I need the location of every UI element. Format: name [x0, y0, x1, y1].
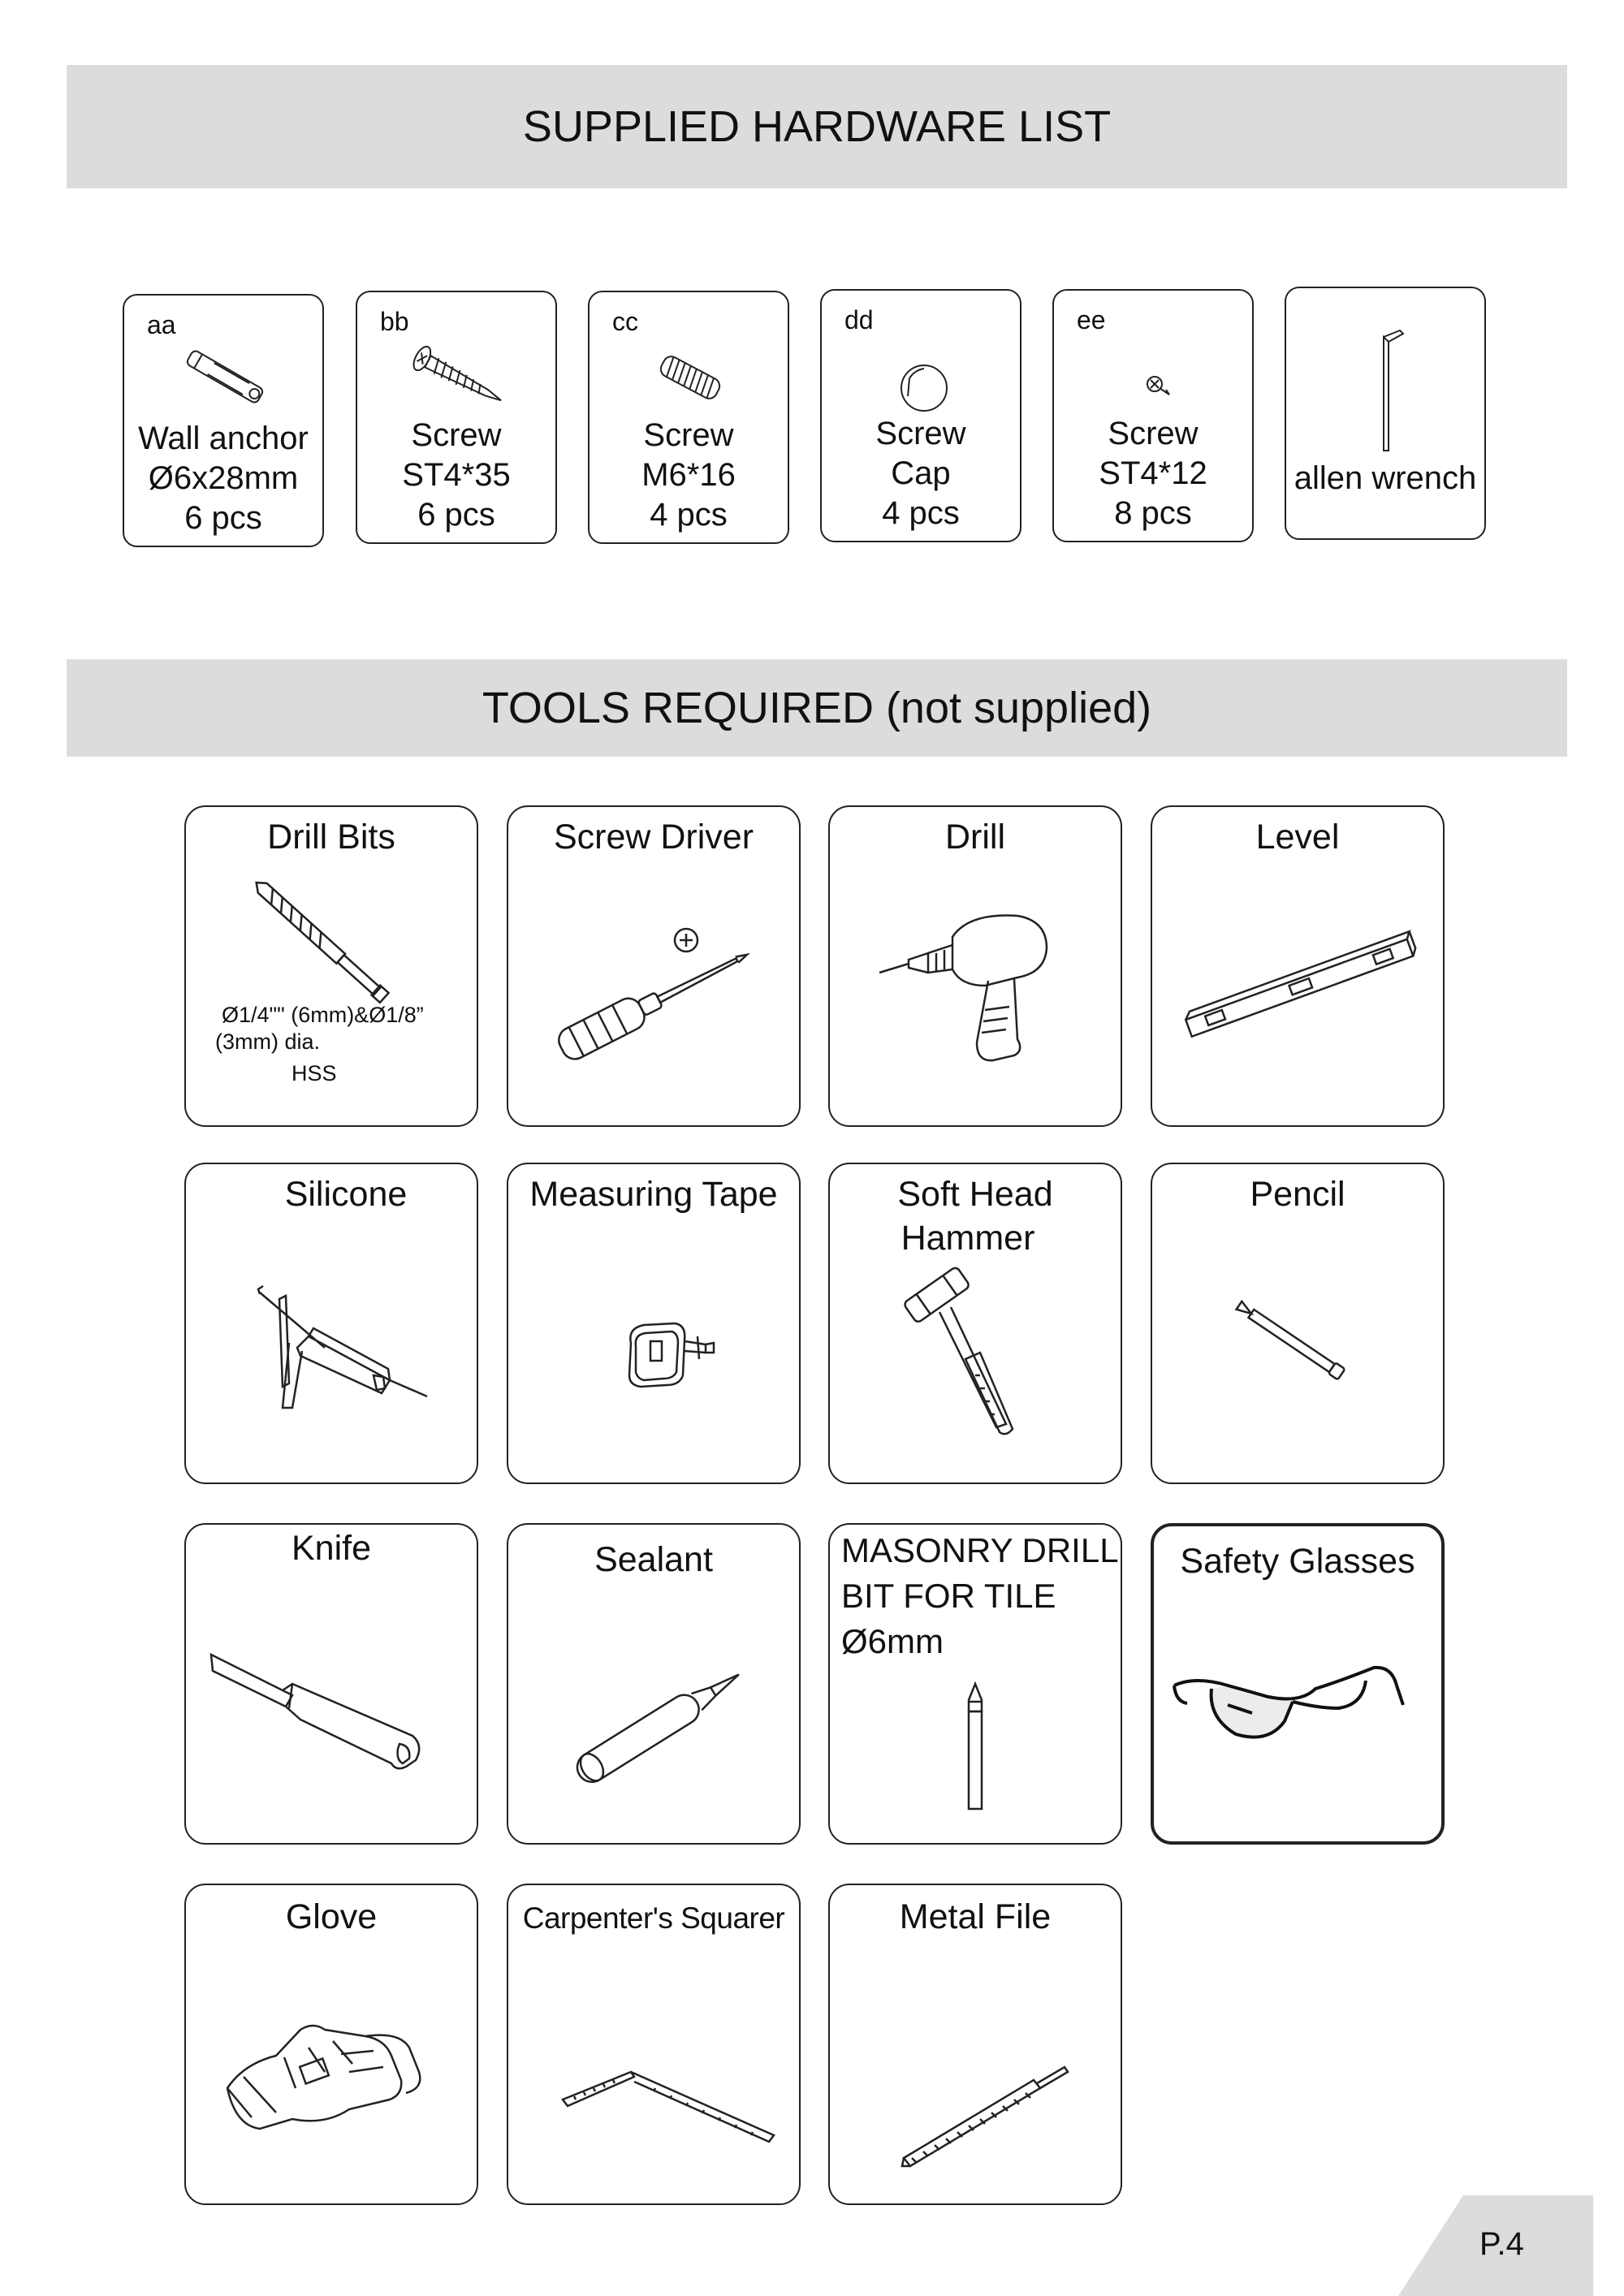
hardware-code: ee [1077, 305, 1106, 334]
drill-bit-size: Ø1/4"" (6mm)&Ø1/8” [222, 1003, 424, 1027]
hardware-qty: 4 pcs [650, 497, 728, 533]
short-screw-icon [1090, 331, 1220, 421]
tool-label: Measuring Tape [529, 1175, 778, 1214]
tool-label: Drill [944, 818, 1006, 857]
hardware-card-bb [356, 291, 557, 544]
tool-label: Safety Glasses [1180, 1542, 1415, 1581]
safety-glasses-icon [1179, 1608, 1423, 1810]
masonry-bit-icon [855, 1606, 1099, 1809]
tool-card-screw-driver [507, 805, 801, 1127]
hardware-card-ee [1052, 289, 1254, 542]
tool-label: Drill Bits [267, 818, 395, 857]
hardware-card-allen-wrench [1285, 287, 1486, 540]
hardware-qty: 6 pcs [417, 497, 495, 533]
measuring-tape-icon [533, 1245, 777, 1448]
screwdriver-icon [533, 888, 777, 1091]
long-screw-icon [393, 333, 523, 422]
allen-wrench-icon [1322, 329, 1452, 418]
tool-card-drill [828, 805, 1122, 1127]
hardware-name: Screw [643, 417, 734, 453]
tool-label: Glove [285, 1897, 378, 1936]
level-icon [1177, 888, 1421, 1091]
hardware-code: bb [380, 307, 409, 336]
tool-card-sealant [507, 1523, 801, 1845]
tools-required-header [67, 659, 1567, 757]
hardware-name: Screw [1108, 416, 1199, 451]
metal-file-icon [855, 1966, 1099, 2169]
hardware-spec: ST4*12 [1099, 455, 1207, 491]
page-number: P.4 [1479, 2226, 1524, 2262]
knife-icon [211, 1606, 455, 1809]
hardware-card-aa [123, 294, 324, 547]
hardware-code: aa [147, 310, 176, 339]
glove-icon [211, 1966, 455, 2169]
tool-label-line: BIT FOR TILE [841, 1577, 1056, 1615]
tool-label: Sealant [594, 1540, 713, 1579]
hardware-code: dd [844, 305, 874, 334]
tool-label: Screw Driver [553, 818, 754, 857]
tool-card-metal-file [828, 1884, 1122, 2205]
caulk-gun-icon [211, 1245, 455, 1448]
tool-label-line: Soft Head [897, 1175, 1053, 1214]
carpenter-square-icon [533, 1966, 777, 2169]
hardware-card-dd [820, 289, 1021, 542]
hardware-spec: ST4*35 [402, 457, 511, 493]
tool-label-line: MASONRY DRILL [841, 1531, 1119, 1569]
tool-label-line: Ø6mm [841, 1622, 944, 1660]
hardware-card-cc [588, 291, 789, 544]
tool-card-drill-bits [184, 805, 478, 1127]
tool-label-line: Hammer [901, 1219, 1035, 1258]
tool-label: Level [1255, 818, 1340, 857]
tool-label: Carpenter's Squarer [522, 1901, 785, 1935]
hardware-name: Screw [411, 417, 502, 453]
tool-card-glove [184, 1884, 478, 2205]
hammer-icon [855, 1245, 1099, 1448]
tool-label: Knife [291, 1529, 371, 1568]
tool-label: Metal File [899, 1897, 1052, 1936]
machine-screw-icon [625, 333, 755, 422]
tools-required-title: TOOLS REQUIRED (not supplied) [482, 684, 1152, 732]
drill-icon [855, 888, 1099, 1091]
hardware-spec: Ø6x28mm [148, 460, 299, 496]
tool-card-pencil [1151, 1163, 1445, 1484]
hardware-list-title: SUPPLIED HARDWARE LIST [522, 102, 1112, 151]
hardware-qty: 6 pcs [184, 500, 262, 536]
tool-label: Pencil [1250, 1175, 1345, 1214]
wall-anchor-icon [160, 336, 290, 425]
hardware-qty: 8 pcs [1114, 495, 1192, 531]
drill-bit-size-metric: (3mm) dia. [215, 1029, 321, 1054]
drill-bit-note [186, 1002, 477, 1087]
tool-label: Silicone [284, 1175, 408, 1214]
tool-card-level [1151, 805, 1445, 1127]
sealant-tube-icon [533, 1606, 777, 1809]
tool-card-soft-head-hammer [828, 1163, 1122, 1484]
tool-card-safety-glasses [1151, 1523, 1445, 1845]
hardware-list-header [67, 65, 1567, 188]
tool-card-knife [184, 1523, 478, 1845]
screw-cap-icon [857, 331, 987, 421]
hardware-name: allen wrench [1294, 460, 1477, 496]
tool-card-carpenters-squarer [507, 1884, 801, 2205]
hardware-name: Wall anchor [138, 421, 309, 456]
tool-card-measuring-tape [507, 1163, 801, 1484]
hardware-qty: 4 pcs [882, 495, 960, 531]
hardware-spec: M6*16 [641, 457, 736, 493]
hardware-code: cc [612, 307, 638, 336]
pencil-icon [1177, 1245, 1421, 1448]
hardware-name: Screw [875, 416, 966, 451]
drill-bit-material: HSS [292, 1061, 337, 1085]
hardware-spec: Cap [891, 455, 951, 491]
tool-card-masonry-drill-bit [828, 1523, 1122, 1845]
tool-card-silicone [184, 1163, 478, 1484]
